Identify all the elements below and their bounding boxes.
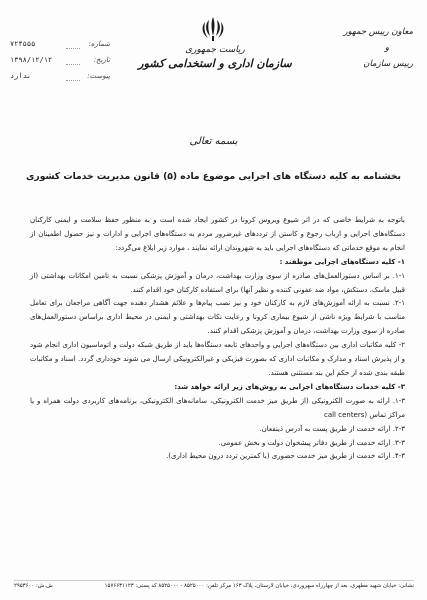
attachment-value: ندارد <box>10 72 32 80</box>
section-1-heading: ۱- کلیه دستگاه‌های اجرایی موظفند : <box>279 257 405 266</box>
number-label: شماره: <box>88 40 110 48</box>
official-title-line1: معاون رییس جمهور <box>343 27 413 37</box>
dotted-line <box>66 80 80 81</box>
letter-metadata <box>10 40 110 88</box>
date-label: تاریخ: <box>93 56 110 64</box>
official-title-line3: رییس سازمان <box>363 59 413 69</box>
official-title-block <box>333 24 413 72</box>
attachment-row <box>10 72 110 88</box>
section-3-1: ۱-۳. ارائه به صورت الکترونیکی (از طریق میز خدمت الکترونیکی، سامانه‌های الکترونیکی، برنامه‌های کاربردی دولت همراه و یا مراکز تماس (call centers <box>30 396 405 419</box>
section-1-2: ۲-۱. نسبت به ارائه آموزش‌های لازم به کارکنان خود و نیز نصب پیام‌ها و علائم هشدار دهنده جهت آگاهی مراجعان برای تعامل مناسب با شرایط ویژه ناشی از شیوع بیماری کرونا و رعایت نکات بهداشتی و ایمنی در محیط اداری براساس دستورالعمل‌های صادره از سوی وزارت بهداشت، درمان و آموزش پزشکی اقدام کنند. <box>30 299 405 336</box>
letter-date: ۱۳۹۸/۱۲/۱۲ <box>10 56 53 64</box>
section-1-1: ۱-۱. بر اساس دستورالعمل‌های صادره از سوی وزارت بهداشت، درمان و آموزش پزشکی نسبت به تامین امکانات بهداشتی (از قبیل ماسک، دستکش، مواد ضد عفونی کننده و نظیر آنها) برای استفاده کارکنان خود اقدام کنند. <box>30 271 405 294</box>
document-title: بخشنامه به کلیه دستگاه های اجرایی موضوع ماده (۵) قانون مدیریت خدمات کشوری <box>25 171 401 182</box>
basmala-heading: بسمه تعالی <box>189 136 238 147</box>
intro-paragraph: باتوجه به شرایط خاصی که در اثر شیوع ویروس کرونا در کشور ایجاد شده است و به منظور حفظ سلامت و ایمنی کارکنان دستگاه‌های اجرایی و ارباب رجوع و کاستن از ترددهای غیرضرور مردم به دستگاه‌های اجرایی و ادارات و نیز حصول اطمینان از انجام به موقع خدماتی که دستگاه‌های اجرایی باید به شهروندان ارائه نمایند ، موارد زیر ابلاغ می‌گردد: <box>30 216 405 252</box>
section-3-4: ۴-۳. ارائه خدمت از طریق میز خدمت حضوری (با کمترین تردد درون محیط اداری). <box>166 452 405 461</box>
number-row <box>10 40 110 56</box>
dotted-line <box>66 64 80 65</box>
section-3-2: ۲-۳. ارائه خدمت از طریق پست به آدرس ذینفعان. <box>259 424 405 433</box>
section-3-3: ۳-۳. ارائه خدمت از طریق دفاتر پیشخوان دولت و بخش عمومی. <box>218 438 405 447</box>
iran-emblem-icon <box>198 14 228 44</box>
section-2: ۲- کلیه مکاتبات اداری بین دستگاه‌های اجرایی و واحدهای تابعه دستگاه‌ها باید از طریق شبکه دولت و اتوماسیون اداری انجام شود و از پذیرش اسناد و مدارک و مکاتبات اداری که بصورت فیزیکی و غیرالکترونیکی ارسال می شوند خودداری گردد. اسناد و مکاتبات طبقه بندی شده از حکم این بند مستثنی هستند. <box>30 341 405 377</box>
section-3-heading: ۳- کلیه خدمات دستگاه‌های اجرایی به روش‌های زیر ارائه خواهد شد: <box>174 382 405 391</box>
document-body <box>30 214 405 464</box>
page-footer <box>14 580 414 592</box>
dotted-line <box>66 48 80 49</box>
footer-code: ش.ش: ۲۹۵۳۶۰۰ <box>14 583 53 589</box>
organization-header <box>130 44 300 72</box>
presidency-label: ریاست جمهوری <box>185 45 245 55</box>
letter-number: ۷۲۴۵۵۵ <box>10 40 36 48</box>
footer-address: نشانی: خیابان شهید مطهری، بعد از چهارراه سهروردی، خیابان لارستان، پلاک ۱۶۳ مرکز تلفن: ۸۵۲۵۰۰۰ - ۸۵۲۵۰۰۰ کد پستی: ۱۵۷۶۶۳۱۱۲۳ <box>104 583 414 589</box>
official-title-line2: و <box>384 43 389 53</box>
date-row <box>10 56 110 72</box>
organization-name: سازمان اداری و استخدامی کشور <box>138 57 292 70</box>
attachment-label: پیوست: <box>87 72 110 80</box>
